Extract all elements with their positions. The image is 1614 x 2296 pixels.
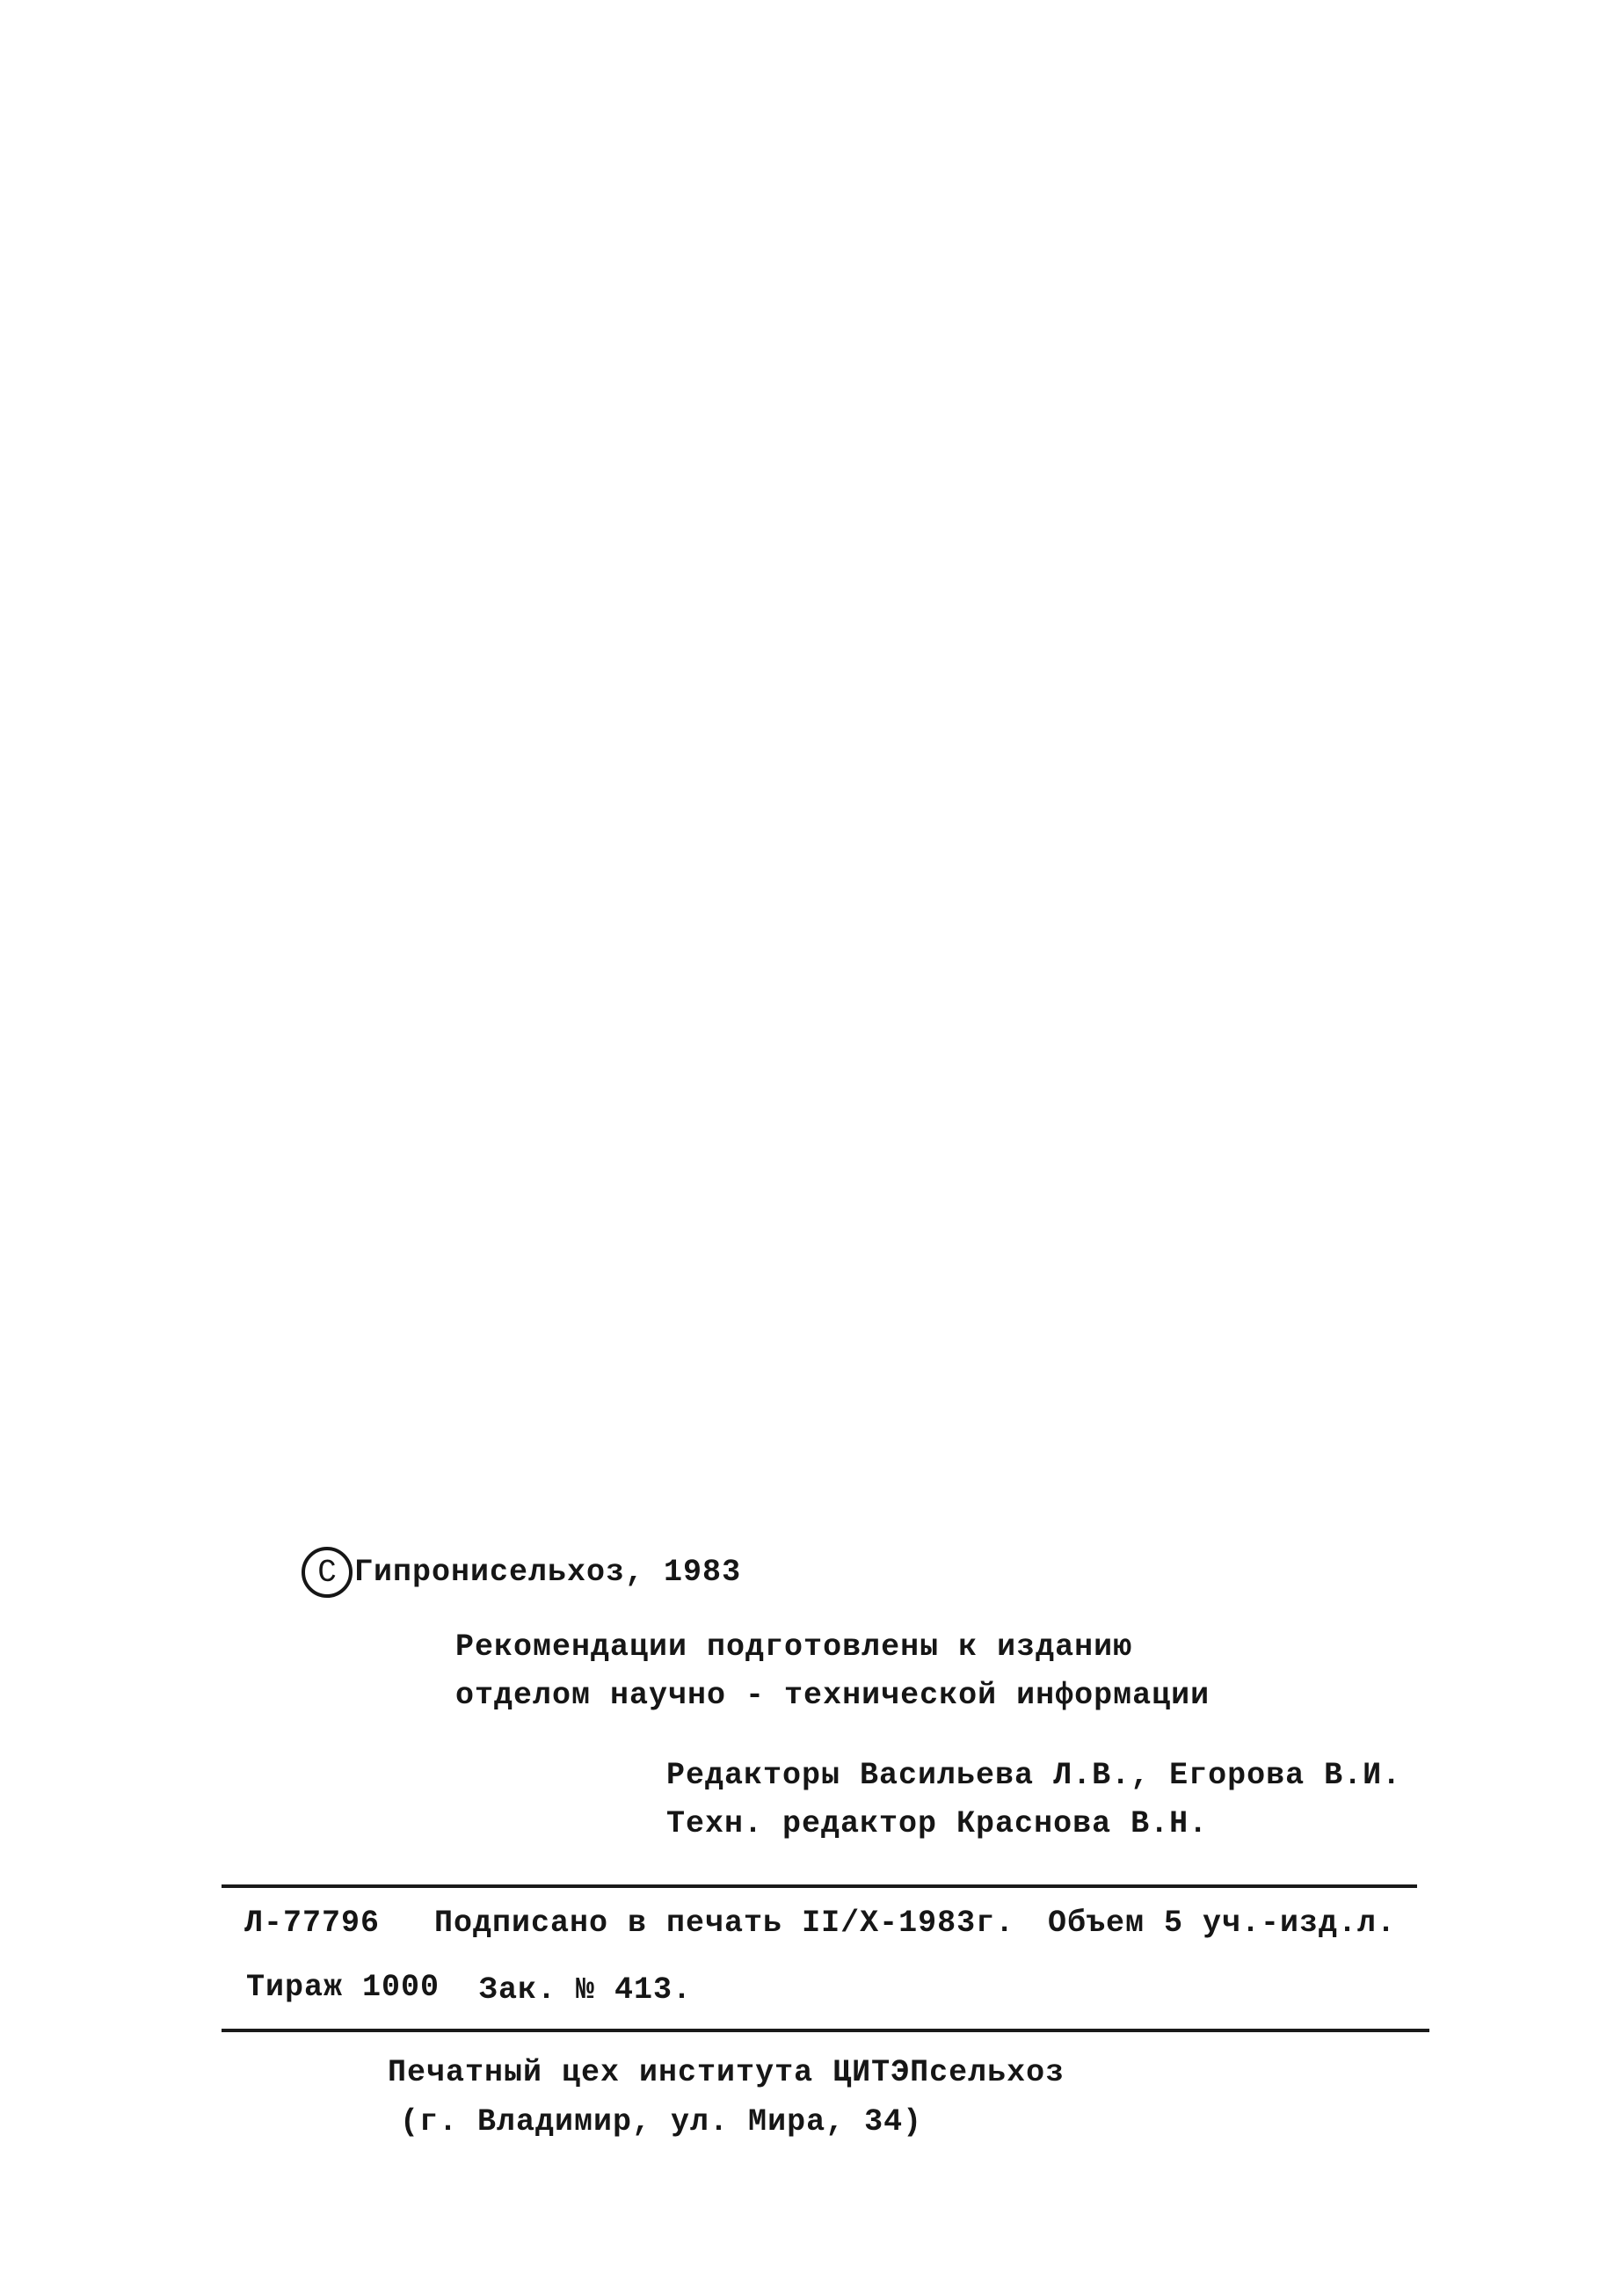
top-divider bbox=[222, 1884, 1417, 1888]
circulation-info: Тираж 1000 bbox=[246, 1970, 440, 2005]
preparation-line-1: Рекомендации подготовлены к изданию bbox=[455, 1629, 1133, 1665]
order-number: Зак. № 413. bbox=[479, 1972, 693, 2008]
copyright-line bbox=[302, 1541, 741, 1604]
signed-to-print: Подписано в печать II/X-1983г. bbox=[434, 1906, 1015, 1941]
copyright-holder-year: Гипронисельхоз, 1983 bbox=[354, 1555, 742, 1590]
printer-line-1: Печатный цех института ЦИТЭПсельхоз bbox=[388, 2055, 1065, 2090]
volume-info: Объем 5 уч.-изд.л. bbox=[1048, 1906, 1397, 1941]
editors-line: Редакторы Васильева Л.В., Егорова В.И. bbox=[666, 1758, 1402, 1793]
copyright-symbol-icon: C bbox=[302, 1547, 353, 1598]
print-code: Л-77796 bbox=[244, 1906, 381, 1941]
tech-editor-line: Техн. редактор Краснова В.Н. bbox=[666, 1806, 1209, 1841]
preparation-line-2: отделом научно - технической информации bbox=[455, 1678, 1210, 1713]
printer-line-2: (г. Владимир, ул. Мира, 34) bbox=[400, 2104, 923, 2139]
bottom-divider bbox=[222, 2029, 1429, 2032]
